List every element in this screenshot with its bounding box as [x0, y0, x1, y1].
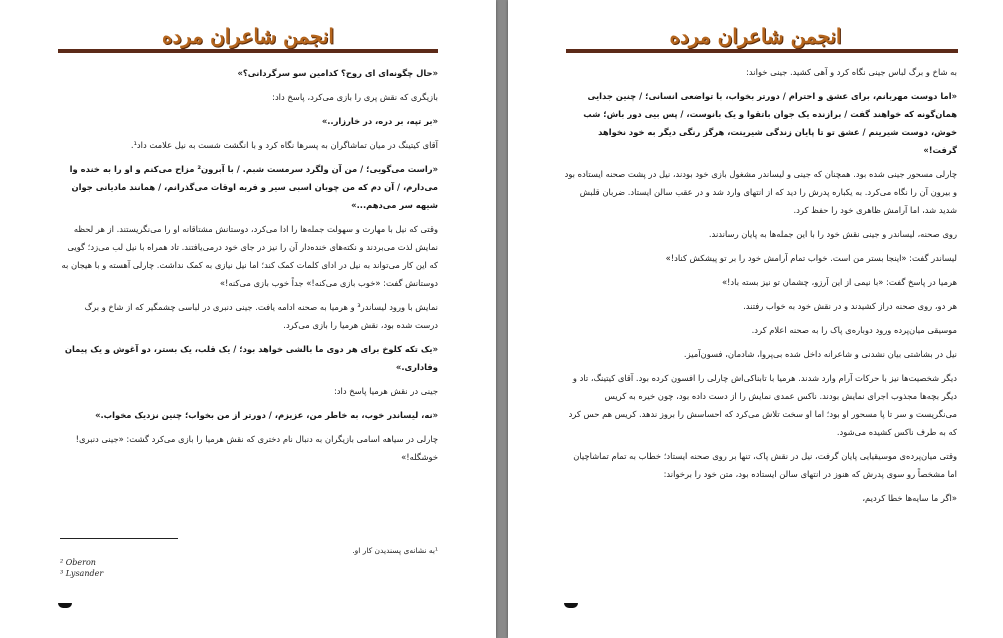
footnote-persian: ¹به نشانه‌ی پسندیدن کار او. — [352, 546, 438, 555]
paragraph: «یک تکه کلوخ برای هر دوی ما بالشی خواهد بود؛ / یک قلب، یک بستر، دو آغوش و یک پیمان وفاداری.» — [64, 344, 438, 372]
paragraph: لیساندر گفت: «اینجا بستر من است. خواب تمام آرامش خود را بر تو پیشکش کناد!» — [665, 253, 957, 263]
footnote-rule — [60, 538, 178, 539]
paragraph: «نه، لیساندر خوب، به خاطر من، عزیزم، / دورتر از من بخواب؛ چنین نزدیک مخواب.» — [95, 410, 438, 420]
paragraph: «بر تپه، بر دره، در خارزار..» — [321, 116, 438, 126]
footnote-oberon: ² Oberon — [60, 558, 96, 567]
left-page — [0, 0, 496, 638]
paragraph: چارلی در سیاهه اسامی بازیگران به دنبال نام دختری که نقش هرمیا را بازی می‌کرد گشت: «جینی دنبری! خوشگله!» — [75, 434, 438, 462]
paragraph: هر دو، روی صحنه دراز کشیدند و در نقش خود به خواب رفتند. — [743, 301, 957, 311]
paragraph: دیگر شخصیت‌ها نیز با حرکات آرام وارد شدند. هرمیا با تابناکی‌اش چارلی را افسون کرده بود. آقای کیتینگ، تاد و دیگر بچه‌ها مجذوب اجرای نمایش بودند. ناکس عمدی نمایش را از دست داده بود، چون خیره به کریس می‌نگریست و سر تا پا مسحور او بود؛ اما او سخت تلاش می‌کرد که احساسش را بروز ندهد. کریس هم حس کرد که به طرف ناکس کشیده می‌شود. — [568, 373, 957, 437]
header-title: انجمن شاعران مرده — [162, 24, 334, 48]
header-rule — [58, 49, 438, 53]
paragraph: بازیگری که نقش پری را بازی می‌کرد، پاسخ داد: — [272, 92, 438, 102]
header-title: انجمن شاعران مرده — [669, 24, 842, 48]
paragraph: چارلی مسحور جینی شده بود. همچنان که جینی و لیساندر مشغول بازی خود بودند، نیل در پشت صحنه ایستاده بود و بیرون آن را نگاه می‌کرد. به یکباره پدرش را دید که از انتهای وارد شد و در عقب سالن ایستاد. ضربان قلبش شدید شد، اما آرامش ظاهری خود را حفظ کرد. — [564, 169, 957, 215]
page-corner-mark — [564, 603, 578, 608]
paragraph: وقتی که نیل با مهارت و سهولت جمله‌ها را ادا می‌کرد، دوستانش مشتاقانه او را می‌نگریستند. از هر لحظه نمایش لذت می‌بردند و نکته‌های خنده‌دار آن را نیز در جای خود درمی‌یافتند. تاد همراه با نیل لب می‌زد؛ گویی که این کار می‌تواند به نیل در ادای کلمات کمک کند؛ اما نیل نیازی به کمک نداشت. چارلی آهسته و با هیجان به دوستانش گفت: «خوب بازی می‌کنه!» جداً خوب بازی می‌کنه!» — [61, 224, 438, 288]
paragraph: «اما دوست مهربانم، برای عشق و احترام / دورتر بخواب، با تواضعی انسانی؛ / چنین جدایی همان‌گونه که خواهند گفت / برازنده یک جوان باتقوا و یک بانوست، / پس بیی دور باش؛ شب خوش، دوست شیرینم / عشق تو تا پایان زندگی شیرینت، هرگز رنگی دیگر به خود نخواهد گرفت!» — [583, 91, 957, 155]
right-page — [508, 0, 1003, 638]
paragraph: «راست می‌گویی؛ / من آن ولگرد سرمست شبم. / با آبرون² مزاح می‌کنم و او را به خنده وا می‌دارم، / آن دم که من چوبان اسبی سیر و فربه اوقات می‌گذرانم، / همانند مادیانی جوان شیهه سر می‌دهم...» — [69, 164, 438, 210]
paragraph: نیل در بشاشتی بیان نشدنی و شاعرانه داخل شده بی‌پروا، شادمان، فسون‌آمیز. — [683, 349, 957, 359]
right-page-body — [564, 63, 957, 513]
left-page-body — [60, 64, 438, 472]
paragraph: روی صحنه، لیساندر و جینی نقش خود را با این جمله‌ها به پایان رساندند. — [708, 229, 957, 239]
paragraph: موسیقی میان‌پرده ورود دوباره‌ی پاک را به صحنه اعلام کرد. — [751, 325, 957, 335]
header-rule — [566, 49, 958, 53]
paragraph: به شاخ و برگ لباس جینی نگاه کرد و آهی کشید. جینی خواند: — [746, 67, 957, 77]
paragraph: هرمیا در پاسخ گفت: «با نیمی از این آرزو، چشمان تو نیز بسته باد!» — [721, 277, 957, 287]
paragraph: جینی در نقش هرمیا پاسخ داد: — [333, 386, 438, 396]
paragraph: «اگر ما سایه‌ها خطا کردیم، — [862, 493, 957, 503]
page-corner-mark — [58, 603, 72, 608]
paragraph: وقتی میان‌پرده‌ی موسیقیایی پایان گرفت، نیل در نقش پاک، تنها بر روی صحنه ایستاد؛ خطاب به تمام تماشاچیان اما مشخصاً رو سوی پدرش که هنوز در انتهای سالن ایستاده بود، متن خود را برخواند: — [573, 451, 957, 479]
paragraph: «حال چگونه‌ای ای روح؟ کدامین سو سرگردانی؟» — [237, 68, 438, 78]
paragraph: نمایش با ورود لیساندر³ و هرمیا به صحنه ادامه یافت. جینی دنبری در لباسی چشمگیر که از شاخ و برگ درست شده بود، نقش هرمیا را بازی می‌کرد. — [84, 302, 438, 330]
footnote-lysander: ³ Lysander — [60, 569, 104, 578]
paragraph: آقای کیتینگ در میان تماشاگران به پسرها نگاه کرد و با انگشت شست به نیل علامت داد¹. — [130, 140, 438, 150]
